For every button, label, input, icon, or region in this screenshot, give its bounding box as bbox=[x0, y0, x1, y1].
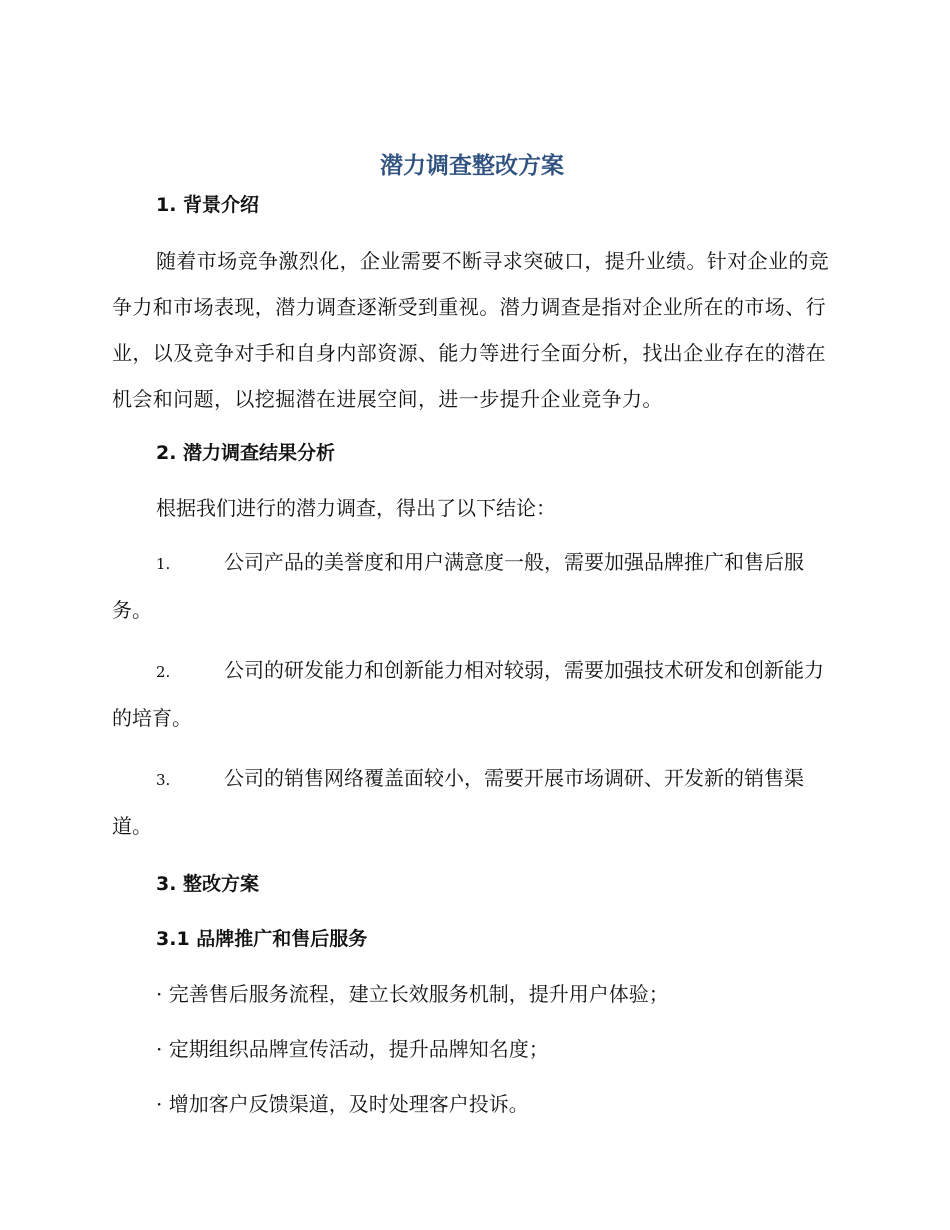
background-paragraph: 随着市场竞争激烈化，企业需要不断寻求突破口，提升业绩。针对企业的竞争力和市场表现，潜力调查逐渐受到重视。潜力调查是指对企业所在的市场、行业，以及竞争对手和自身内部资源、能力等进行全面分析，找出企业存在的潜在机会和问题，以挖掘潜在进展空间，进一步提升企业竞争力。 bbox=[112, 249, 830, 411]
analysis-item bbox=[112, 647, 832, 741]
section-heading-analysis: 2. 潜力调查结果分析 bbox=[156, 442, 336, 464]
section-heading-background: 1. 背景介绍 bbox=[156, 194, 260, 216]
subsection-heading-brand: 3.1 品牌推广和售后服务 bbox=[156, 928, 368, 950]
item-text: 公司的销售网络覆盖面较小，需要开展市场调研、开发新的销售渠道。 bbox=[112, 766, 804, 838]
item-number: 2. bbox=[156, 663, 171, 681]
item-number: 1. bbox=[156, 555, 171, 573]
analysis-item bbox=[112, 755, 832, 849]
bullet-item: · 完善售后服务流程，建立长效服务机制，提升用户体验； bbox=[156, 982, 669, 1006]
item-number: 3. bbox=[156, 771, 171, 789]
bullet-item: · 定期组织品牌宣传活动，提升品牌知名度； bbox=[156, 1037, 549, 1061]
section-heading-plan: 3. 整改方案 bbox=[156, 873, 260, 895]
bullet-item: · 增加客户反馈渠道，及时处理客户投诉。 bbox=[156, 1092, 529, 1116]
analysis-item bbox=[112, 539, 832, 633]
item-text: 公司的研发能力和创新能力相对较弱，需要加强技术研发和创新能力的培育。 bbox=[112, 658, 824, 730]
analysis-intro: 根据我们进行的潜力调查，得出了以下结论： bbox=[156, 496, 556, 520]
document-title: 潜力调查整改方案 bbox=[380, 153, 564, 179]
item-text: 公司产品的美誉度和用户满意度一般，需要加强品牌推广和售后服务。 bbox=[112, 550, 804, 622]
